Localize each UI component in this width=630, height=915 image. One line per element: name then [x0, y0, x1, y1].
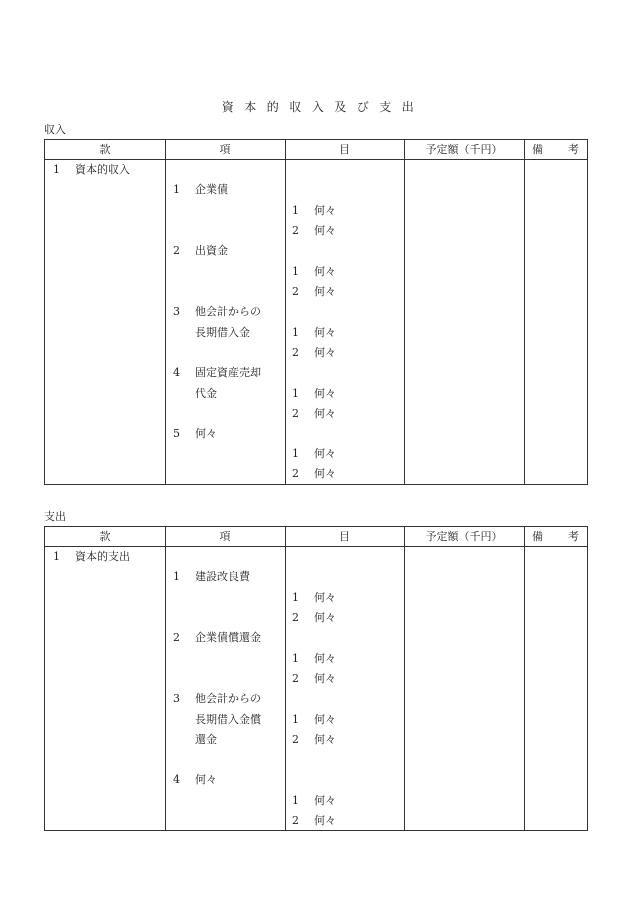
moku-row	[292, 387, 336, 401]
kou-label: 他会計からの	[195, 692, 261, 705]
header-remarks-char-2: 考	[568, 530, 579, 543]
moku-row	[292, 224, 336, 238]
header-moku: 目	[339, 143, 350, 156]
moku-label: 何々	[314, 794, 336, 807]
kou-label-continued: 長期借入金	[195, 326, 250, 339]
kou-label: 出資金	[195, 244, 228, 257]
kan-label: 資本的支出	[75, 550, 130, 563]
column-divider	[404, 140, 405, 484]
kou-label: 固定資産売却	[195, 366, 261, 379]
header-kan: 款	[99, 530, 111, 543]
moku-number: 2	[292, 611, 299, 624]
moku-row	[292, 326, 336, 340]
kou-number: 1	[173, 183, 180, 196]
moku-number: 1	[292, 713, 299, 726]
kou-number: 4	[173, 773, 180, 786]
moku-row	[292, 285, 336, 299]
moku-row	[292, 407, 336, 421]
moku-row	[292, 652, 336, 666]
kou-label: 何々	[195, 773, 217, 786]
column-divider	[165, 140, 166, 484]
moku-row	[292, 591, 336, 605]
expenditure-section-label: 支出	[44, 510, 66, 523]
moku-number: 1	[292, 447, 299, 460]
header-budget: 予定額（千円）	[425, 143, 503, 156]
moku-row	[292, 814, 336, 828]
header-remarks	[524, 140, 587, 159]
kou-number: 2	[173, 631, 180, 644]
moku-row	[292, 733, 336, 747]
moku-number: 1	[292, 326, 299, 339]
expenditure-table	[44, 526, 588, 831]
kou-label: 建設改良費	[195, 570, 250, 583]
moku-number: 1	[292, 204, 299, 217]
kou-label: 何々	[195, 427, 217, 440]
moku-number: 1	[292, 265, 299, 278]
revenue-section-label: 収入	[44, 123, 66, 136]
kou-row	[173, 305, 261, 319]
column-divider	[285, 140, 286, 484]
moku-number: 2	[292, 407, 299, 420]
kou-row	[173, 570, 250, 584]
moku-row	[292, 794, 336, 808]
moku-number: 1	[292, 794, 299, 807]
moku-label: 何々	[314, 407, 336, 420]
kou-label: 企業債	[195, 183, 228, 196]
moku-number: 1	[292, 591, 299, 604]
kou-row	[173, 183, 228, 197]
moku-row	[292, 346, 336, 360]
moku-row	[292, 204, 336, 218]
moku-label: 何々	[314, 285, 336, 298]
revenue-table	[44, 139, 588, 485]
moku-number: 2	[292, 814, 299, 827]
kou-label: 他会計からの	[195, 305, 261, 318]
kou-row	[173, 427, 217, 441]
moku-number: 2	[292, 672, 299, 685]
moku-label: 何々	[314, 814, 336, 827]
header-divider	[45, 159, 587, 160]
moku-number: 2	[292, 733, 299, 746]
kan-row	[53, 163, 130, 177]
header-moku: 目	[339, 530, 350, 543]
header-remarks-char-1: 備	[532, 530, 543, 543]
kou-number: 3	[173, 305, 180, 318]
moku-label: 何々	[314, 611, 336, 624]
header-remarks	[524, 527, 587, 546]
moku-label: 何々	[314, 387, 336, 400]
moku-label: 何々	[314, 733, 336, 746]
column-divider	[524, 527, 525, 830]
kan-number: 1	[53, 550, 60, 563]
kou-label-continued: 長期借入金償	[195, 713, 261, 726]
kan-label: 資本的収入	[75, 163, 130, 176]
header-kan: 款	[99, 143, 111, 156]
kou-row	[173, 244, 228, 258]
header-kou: 項	[219, 143, 231, 156]
header-kou: 項	[219, 530, 231, 543]
kou-label-continued: 還金	[195, 733, 217, 746]
column-divider	[404, 527, 405, 830]
moku-row	[292, 713, 336, 727]
kou-row	[173, 631, 261, 645]
kou-number: 2	[173, 244, 180, 257]
moku-number: 1	[292, 387, 299, 400]
column-divider	[524, 140, 525, 484]
moku-label: 何々	[314, 265, 336, 278]
kou-label: 企業債償還金	[195, 631, 261, 644]
kou-number: 4	[173, 366, 180, 379]
header-remarks-char-2: 考	[568, 143, 579, 156]
moku-label: 何々	[314, 713, 336, 726]
column-divider	[165, 527, 166, 830]
kan-row	[53, 550, 130, 564]
kan-number: 1	[53, 163, 60, 176]
kou-number: 5	[173, 427, 180, 440]
moku-row	[292, 467, 336, 481]
column-divider	[285, 527, 286, 830]
moku-label: 何々	[314, 467, 336, 480]
moku-row	[292, 265, 336, 279]
kou-number: 1	[173, 570, 180, 583]
moku-row	[292, 447, 336, 461]
kou-row	[173, 366, 261, 380]
moku-label: 何々	[314, 224, 336, 237]
kou-row	[173, 773, 217, 787]
moku-label: 何々	[314, 447, 336, 460]
page-title: 資本的収入及び支出	[221, 100, 425, 114]
moku-row	[292, 611, 336, 625]
moku-label: 何々	[314, 204, 336, 217]
moku-number: 2	[292, 346, 299, 359]
moku-number: 2	[292, 224, 299, 237]
header-divider	[45, 546, 587, 547]
moku-label: 何々	[314, 591, 336, 604]
moku-row	[292, 672, 336, 686]
moku-label: 何々	[314, 326, 336, 339]
header-remarks-char-1: 備	[532, 143, 543, 156]
kou-label-continued: 代金	[195, 387, 217, 400]
moku-number: 2	[292, 467, 299, 480]
moku-number: 2	[292, 285, 299, 298]
kou-row	[173, 692, 261, 706]
moku-label: 何々	[314, 652, 336, 665]
header-budget: 予定額（千円）	[425, 530, 503, 543]
moku-number: 1	[292, 652, 299, 665]
moku-label: 何々	[314, 672, 336, 685]
moku-label: 何々	[314, 346, 336, 359]
kou-number: 3	[173, 692, 180, 705]
